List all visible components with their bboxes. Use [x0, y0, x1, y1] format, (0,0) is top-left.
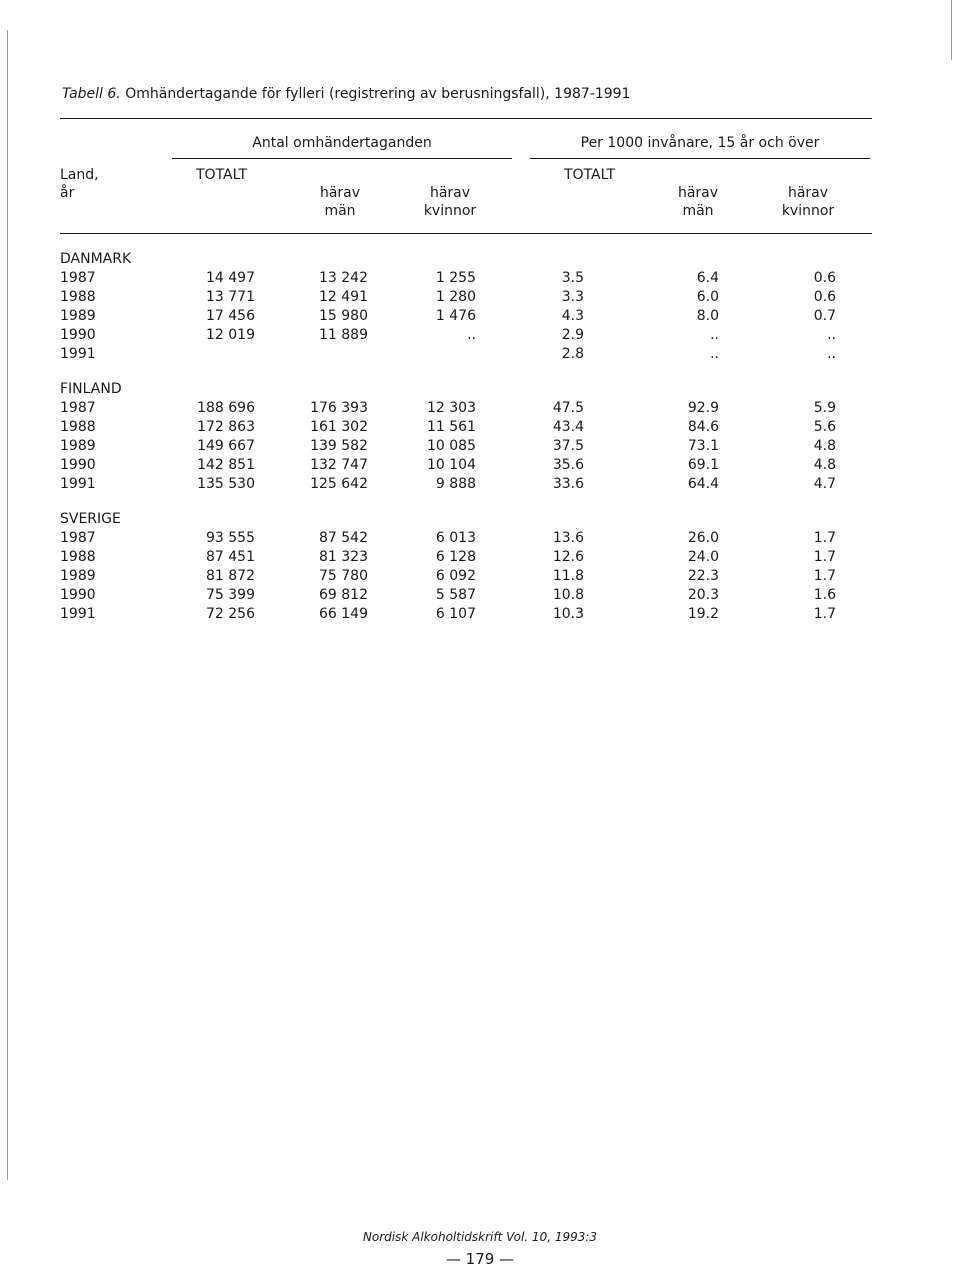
table-number: Tabell 6.: [62, 86, 121, 102]
women-rate-cell: 0.7: [813, 308, 836, 324]
women-rate-cell: 4.8: [813, 457, 836, 473]
men-count-cell: 161 302: [310, 419, 368, 435]
year-cell: 1989: [60, 568, 96, 584]
page-number: — 179 —: [445, 1250, 515, 1268]
total-rate-cell: 47.5: [552, 400, 584, 416]
men-rate-cell: 73.1: [687, 438, 719, 454]
year-cell: 1989: [60, 438, 96, 454]
total-count-cell: 14 497: [206, 270, 255, 286]
group-rule-counts: [172, 158, 512, 159]
men-rate-cell: 6.0: [696, 289, 719, 305]
women-rate-cell: 1.7: [813, 568, 836, 584]
footer-journal: Nordisk Alkoholtidskrift Vol. 10, 1993:3: [362, 1230, 598, 1244]
men-count-cell: 132 747: [310, 457, 368, 473]
men-count-cell: 13 242: [319, 270, 368, 286]
year-cell: 1991: [60, 346, 96, 362]
header-harav-kvinnor-counts: härav: [429, 185, 471, 201]
men-count-cell: 15 980: [319, 308, 368, 324]
header-totalt-rates: TOTALT: [564, 167, 616, 183]
section-country: FINLAND: [60, 381, 122, 397]
year-cell: 1991: [60, 606, 96, 622]
header-kvinnor-rates: kvinnor: [781, 203, 835, 219]
total-count-cell: 149 667: [197, 438, 255, 454]
total-count-cell: 81 872: [206, 568, 255, 584]
header-year: år: [60, 185, 75, 201]
total-rate-cell: 3.5: [561, 270, 584, 286]
women-rate-cell: 1.6: [813, 587, 836, 603]
total-count-cell: 72 256: [206, 606, 255, 622]
total-count-cell: 12 019: [206, 327, 255, 343]
women-count-cell: 6 013: [435, 530, 476, 546]
women-count-cell: 6 107: [435, 606, 476, 622]
men-count-cell: 12 491: [319, 289, 368, 305]
header-totalt-counts: TOTALT: [196, 167, 248, 183]
women-rate-cell: 4.8: [813, 438, 836, 454]
women-count-cell: 1 476: [435, 308, 476, 324]
women-rate-cell: ..: [827, 327, 836, 343]
year-cell: 1988: [60, 419, 96, 435]
men-rate-cell: 69.1: [687, 457, 719, 473]
women-rate-cell: 0.6: [813, 289, 836, 305]
header-bottom-rule: [60, 233, 872, 234]
total-rate-cell: 11.8: [552, 568, 584, 584]
men-rate-cell: 6.4: [696, 270, 719, 286]
total-count-cell: 75 399: [206, 587, 255, 603]
men-rate-cell: 24.0: [687, 549, 719, 565]
men-rate-cell: 84.6: [687, 419, 719, 435]
header-man-rates: män: [682, 203, 714, 219]
year-cell: 1991: [60, 476, 96, 492]
women-count-cell: 11 561: [427, 419, 476, 435]
total-count-cell: 135 530: [197, 476, 255, 492]
top-rule: [60, 118, 872, 119]
men-rate-cell: 19.2: [687, 606, 719, 622]
table-title: [62, 85, 630, 103]
women-count-cell: 12 303: [427, 400, 476, 416]
men-rate-cell: 92.9: [687, 400, 719, 416]
total-rate-cell: 10.3: [552, 606, 584, 622]
total-rate-cell: 10.8: [552, 587, 584, 603]
women-count-cell: 10 104: [427, 457, 476, 473]
total-count-cell: 188 696: [197, 400, 255, 416]
header-harav-man-rates: härav: [677, 185, 719, 201]
women-rate-cell: ..: [827, 346, 836, 362]
men-count-cell: 69 812: [319, 587, 368, 603]
women-count-cell: 1 255: [435, 270, 476, 286]
women-count-cell: 9 888: [435, 476, 476, 492]
year-cell: 1987: [60, 530, 96, 546]
men-rate-cell: ..: [710, 346, 719, 362]
year-cell: 1987: [60, 270, 96, 286]
year-cell: 1988: [60, 549, 96, 565]
men-count-cell: 75 780: [319, 568, 368, 584]
men-count-cell: 81 323: [319, 549, 368, 565]
total-rate-cell: 37.5: [552, 438, 584, 454]
men-rate-cell: 26.0: [687, 530, 719, 546]
header-harav-kvinnor-rates: härav: [787, 185, 829, 201]
total-rate-cell: 33.6: [552, 476, 584, 492]
year-cell: 1987: [60, 400, 96, 416]
total-rate-cell: 35.6: [552, 457, 584, 473]
header-man-counts: män: [324, 203, 356, 219]
women-count-cell: 6 092: [435, 568, 476, 584]
women-count-cell: 6 128: [435, 549, 476, 565]
total-rate-cell: 4.3: [561, 308, 584, 324]
header-harav-man-counts: härav: [319, 185, 361, 201]
header-group-rates: Per 1000 invånare, 15 år och över: [580, 135, 820, 151]
men-count-cell: 66 149: [319, 606, 368, 622]
women-rate-cell: 1.7: [813, 606, 836, 622]
total-rate-cell: 43.4: [552, 419, 584, 435]
header-kvinnor-counts: kvinnor: [423, 203, 477, 219]
total-rate-cell: 12.6: [552, 549, 584, 565]
total-count-cell: 87 451: [206, 549, 255, 565]
women-count-cell: 1 280: [435, 289, 476, 305]
year-cell: 1990: [60, 327, 96, 343]
year-cell: 1990: [60, 457, 96, 473]
women-rate-cell: 1.7: [813, 549, 836, 565]
women-count-cell: 10 085: [427, 438, 476, 454]
men-count-cell: 87 542: [319, 530, 368, 546]
women-rate-cell: 0.6: [813, 270, 836, 286]
men-rate-cell: 64.4: [687, 476, 719, 492]
men-count-cell: 139 582: [310, 438, 368, 454]
total-count-cell: 172 863: [197, 419, 255, 435]
women-rate-cell: 1.7: [813, 530, 836, 546]
total-rate-cell: 2.8: [561, 346, 584, 362]
women-count-cell: ..: [467, 327, 476, 343]
table-title-text: Omhändertagande för fylleri (registrering av berusningsfall), 1987-1991: [125, 86, 631, 102]
men-count-cell: 125 642: [310, 476, 368, 492]
header-land: Land,: [60, 167, 99, 183]
men-count-cell: 176 393: [310, 400, 368, 416]
men-rate-cell: 20.3: [687, 587, 719, 603]
scan-edge-right: [951, 0, 952, 60]
men-count-cell: 11 889: [319, 327, 368, 343]
section-country: SVERIGE: [60, 511, 121, 527]
total-rate-cell: 13.6: [552, 530, 584, 546]
total-count-cell: 93 555: [206, 530, 255, 546]
men-rate-cell: 22.3: [687, 568, 719, 584]
men-rate-cell: ..: [710, 327, 719, 343]
group-rule-rates: [530, 158, 870, 159]
scan-edge-left: [7, 30, 8, 1180]
total-count-cell: 17 456: [206, 308, 255, 324]
total-count-cell: 13 771: [206, 289, 255, 305]
year-cell: 1988: [60, 289, 96, 305]
header-group-counts: Antal omhändertaganden: [252, 135, 432, 151]
women-rate-cell: 5.9: [813, 400, 836, 416]
total-rate-cell: 2.9: [561, 327, 584, 343]
women-rate-cell: 5.6: [813, 419, 836, 435]
year-cell: 1989: [60, 308, 96, 324]
men-rate-cell: 8.0: [696, 308, 719, 324]
total-count-cell: 142 851: [197, 457, 255, 473]
women-count-cell: 5 587: [435, 587, 476, 603]
year-cell: 1990: [60, 587, 96, 603]
women-rate-cell: 4.7: [813, 476, 836, 492]
total-rate-cell: 3.3: [561, 289, 584, 305]
section-country: DANMARK: [60, 251, 132, 267]
